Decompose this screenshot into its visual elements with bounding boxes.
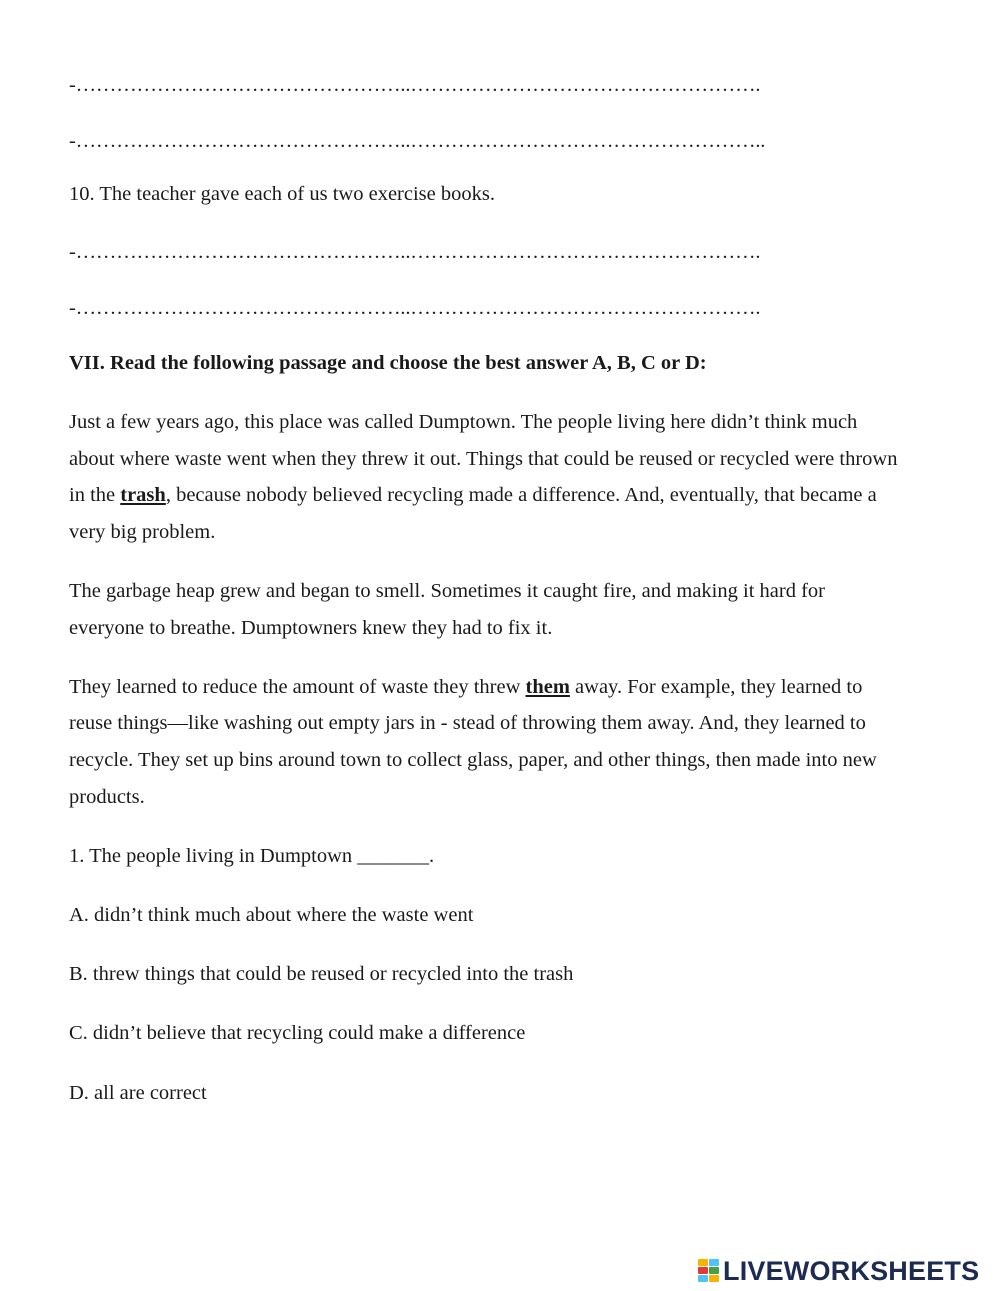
passage-text: away. For example, they learned to xyxy=(569,676,863,698)
passage-line: Just a few years ago, this place was called Dumptown. The people living here didn’t think much xyxy=(69,411,858,433)
logo-blocks-icon xyxy=(698,1259,720,1283)
passage-line xyxy=(69,477,939,514)
underlined-word-trash: trash xyxy=(120,484,166,506)
passage-line: The garbage heap grew and began to smell. Sometimes it caught fire, and making it hard for xyxy=(69,580,825,602)
question-10: 10. The teacher gave each of us two exercise books. xyxy=(69,183,495,205)
section-heading: VII. Read the following passage and choose the best answer A, B, C or D: xyxy=(69,352,707,374)
passage-line: about where waste went when they threw it out. Things that could be reused or recycled were thrown xyxy=(69,448,898,470)
passage-line: everyone to breathe. Dumptowners knew they had to fix it. xyxy=(69,617,553,639)
underlined-word-them: them xyxy=(525,676,570,698)
liveworksheets-logo xyxy=(698,1256,998,1286)
passage-text: in the xyxy=(69,484,121,506)
passage-text: They learned to reduce the amount of waste they threw xyxy=(69,676,526,698)
answer-line: -…………………………………………..……………………………………………. xyxy=(69,241,761,263)
answer-line: -…………………………………………..……………………………………………. xyxy=(69,297,761,319)
passage-text: , because nobody believed recycling made a difference. And, eventually, that became a xyxy=(165,484,877,506)
passage-line: reuse things—like washing out empty jars in - stead of throwing them away. And, they learned to xyxy=(69,712,866,734)
option-c: C. didn’t believe that recycling could make a difference xyxy=(69,1022,526,1044)
answer-line: -…………………………………………..……………………………………………. xyxy=(69,74,761,96)
logo-text: LIVEWORKSHEETS xyxy=(723,1255,980,1286)
option-a: A. didn’t think much about where the waste went xyxy=(69,904,474,926)
option-b: B. threw things that could be reused or recycled into the trash xyxy=(69,963,574,985)
answer-line: -…………………………………………..…………………………………………….. xyxy=(69,130,766,152)
passage-line: products. xyxy=(69,786,145,808)
passage-line: very big problem. xyxy=(69,521,216,543)
option-d: D. all are correct xyxy=(69,1082,207,1104)
question-1: 1. The people living in Dumptown _______. xyxy=(69,845,435,867)
passage-line xyxy=(69,669,939,706)
passage-line: recycle. They set up bins around town to collect glass, paper, and other things, then made into new xyxy=(69,749,877,771)
